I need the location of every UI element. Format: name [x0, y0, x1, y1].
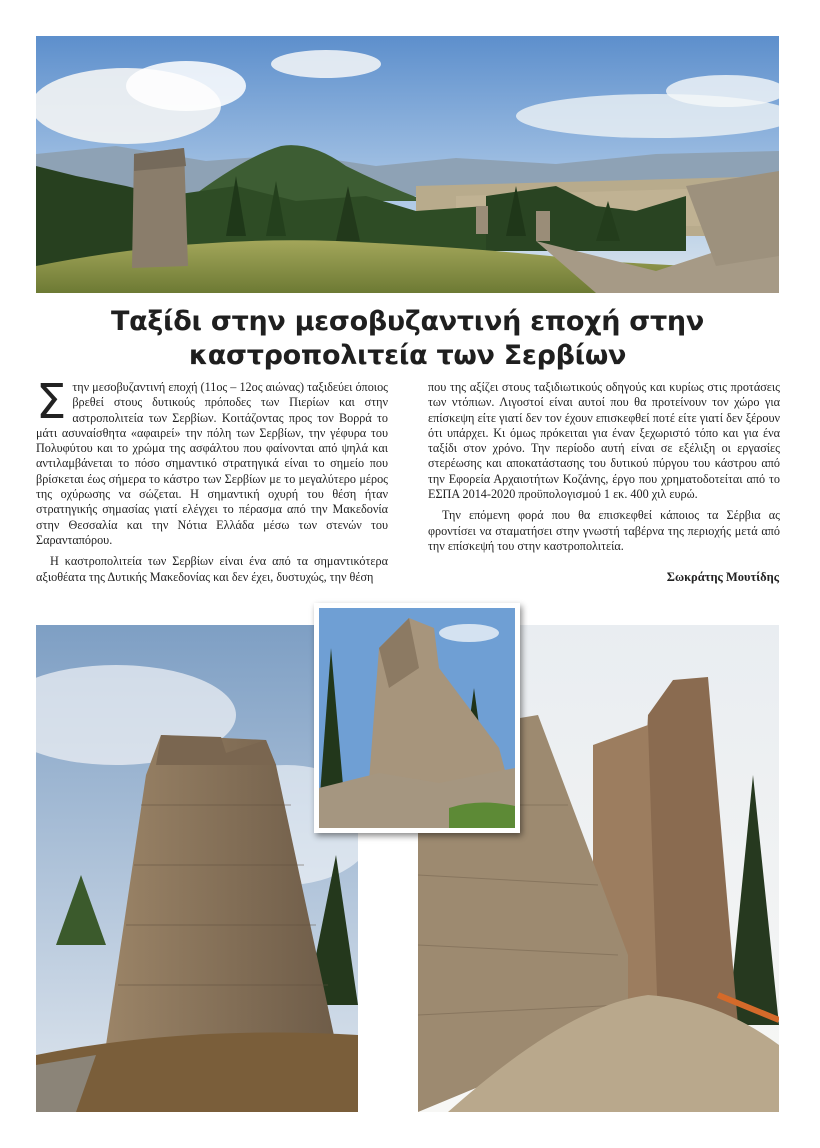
- title-line-1: Ταξίδι στην μεσοβυζαντινή εποχή στην: [111, 306, 704, 337]
- paragraph-3: που της αξίζει στους ταξιδιωτικούς οδηγούς και κυρίως στις προτάσεις των ντόπιων. Λιγοστοί είναι αυτοί που θα προτείνουν τον χώρο για επίσκεψη είτε γιατί δεν τον έχουν επισκεφθεί ποτέ είτε γιατί δεν ξέρουν ότι υπάρχει. Κι όμως πρόκειται για έναν ξεχωριστό τόπο και για ένα ταξίδι στον χρόνο. Την περίοδο αυτή είναι σε εξέλιξη οι εργασίες στερέωσης και αποκατάστασης του δυτικού πύργου του κάστρου από την Εφορεία Αρχαιοτήτων Κοζάνης, έργο που χρηματοδοτείται από το ΕΣΠΑ 2014-2020 προϋπολογισμού 1 εκ. 400 χιλ ευρώ.: [428, 380, 780, 502]
- photo-ruin-inset: [314, 603, 520, 833]
- title-line-2: καστροπολιτεία των Σερβίων: [188, 340, 627, 371]
- text-column-left: [36, 374, 388, 585]
- paragraph-4: Την επόμενη φορά που θα επισκεφθεί κάποιος τα Σέρβια ας φροντίσει να σταματήσει στην γνωστή ταβέρνα της περιοχής μετά από την επίσκεψή του στην καστροπολιτεία.: [428, 508, 780, 553]
- hero-panorama-photo: [36, 36, 779, 293]
- author-byline: Σωκράτης Μουτίδης: [666, 570, 779, 584]
- drop-cap: Σ: [36, 374, 67, 430]
- photo-tower-left: [36, 625, 358, 1112]
- photo-ruin-inset-image: [319, 608, 515, 828]
- paragraph-1: [36, 374, 388, 548]
- article-title: [36, 305, 779, 373]
- paragraph-2: Η καστροπολιτεία των Σερβίων είναι ένα από τα σημαντικότερα αξιοθέατα της Δυτικής Μακεδονίας και δεν έχει, δυστυχώς, την θέση: [36, 554, 388, 584]
- paragraph-1-text: την μεσοβυζαντινή εποχή (11ος – 12ος αιώνας) ταξιδεύει όποιος βρεθεί στους δυτικούς πρόποδες των Πιερίων και στην αστροπολιτεία των Σερβίων. Κοιτάζοντας προς τον Βορρά το μάτι ασυναίσθητα «αφαιρεί» την πόλη των Σερβίων, την γέφυρα του Πολυφύτου και το χρώμα της ασφάλτου που φαίνονται από ψηλά και αντιλαμβάνεται το πόσο σημαντικό στρατηγικά είναι το σημείο που βρίσκεται έως σήμερα το κάστρο των Σερβίων με το μεγαλύτερο μέρος της οχύρωσης να σώζεται. Η σημαντική οχυρή του θέση ήταν στρατηγικής σημασίας γιατί ελέγχει το πέρασμα από την Μακεδονία στην Θεσσαλία και την Νότια Ελλάδα μέσω των στενών του Σαρανταπόρου.: [36, 380, 388, 547]
- text-column-right: [428, 380, 780, 554]
